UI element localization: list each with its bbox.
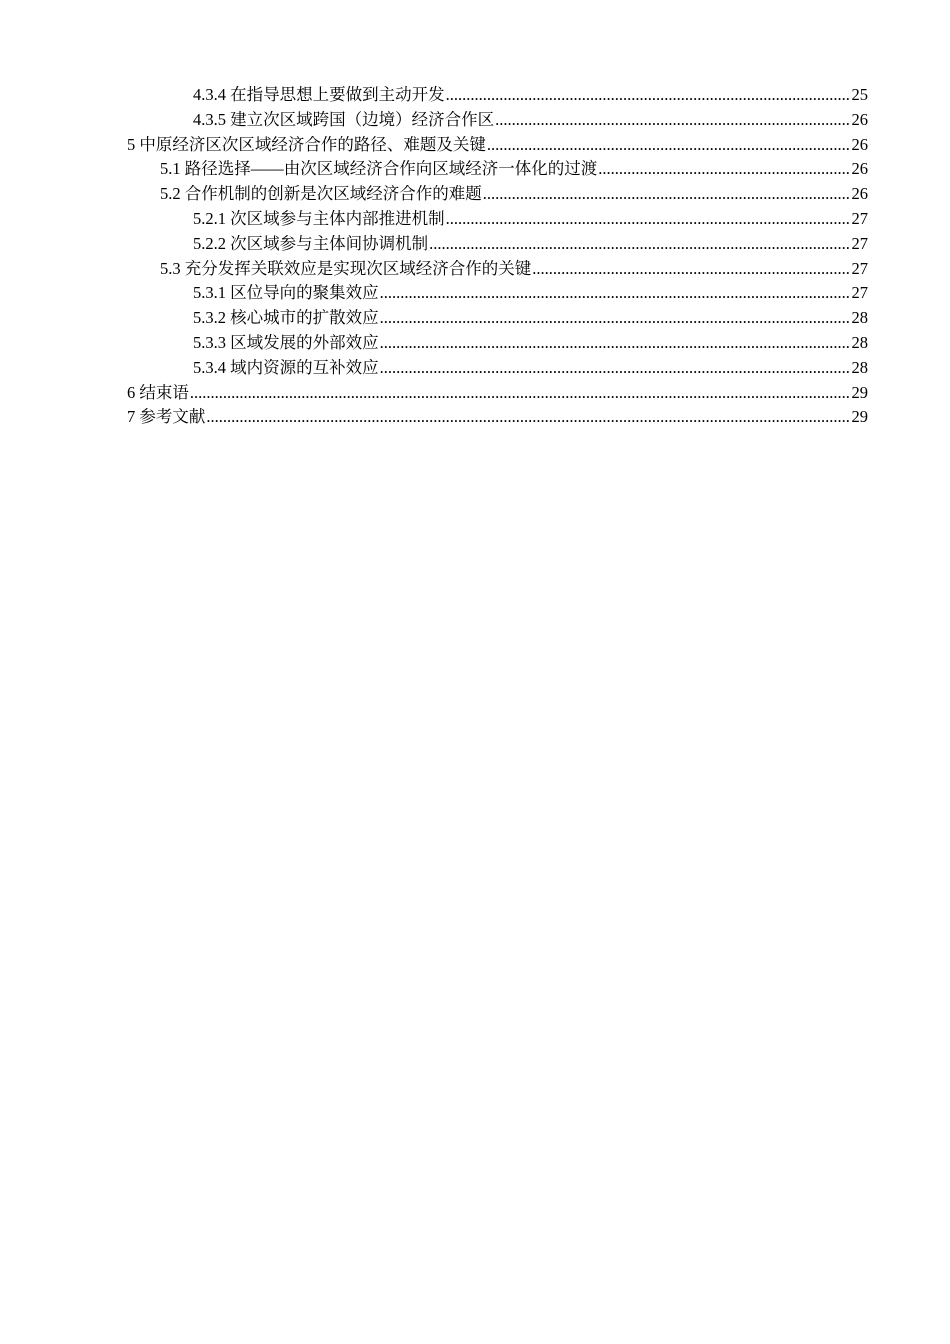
toc-entry-page: 27 [851,258,868,278]
toc-leader-dots [190,381,851,406]
toc-entry[interactable] [0,306,950,331]
toc-leader-dots [446,83,851,108]
toc-leader-dots [206,405,850,430]
toc-entry[interactable] [0,331,950,356]
toc-entry[interactable] [0,207,950,232]
toc-leader-dots [380,331,851,356]
toc-leader-dots [487,133,851,158]
toc-entry[interactable] [0,108,950,133]
toc-entry-page: 28 [851,332,868,352]
toc-entry-page: 26 [851,184,868,204]
toc-entry-page: 27 [851,283,868,303]
toc-entry-page: 26 [851,159,868,179]
toc-leader-dots [483,182,851,207]
toc-entry-title: 7 参考文献 [127,407,206,427]
toc-entry-title: 6 结束语 [127,382,189,402]
toc-entry[interactable] [0,133,950,158]
toc-entry-page: 25 [851,85,868,104]
toc-entry[interactable] [0,356,950,381]
toc-entry[interactable] [0,232,950,257]
toc-entry-page: 27 [851,233,868,253]
toc-entry-page: 28 [851,308,868,328]
table-of-contents [0,83,950,430]
toc-entry-title: 5.2 合作机制的创新是次区域经济合作的难题 [160,184,482,204]
toc-entry[interactable] [0,157,950,182]
toc-entry-title: 5.3.2 核心城市的扩散效应 [193,308,379,328]
toc-entry[interactable] [0,281,950,306]
toc-entry-title: 5.3.1 区位导向的聚集效应 [193,283,379,303]
toc-leader-dots [380,356,851,381]
toc-entry-page: 29 [851,407,868,427]
toc-entry-title: 4.3.5 建立次区域跨国（边境）经济合作区 [193,109,495,129]
toc-leader-dots [532,257,850,282]
toc-entry-page: 26 [851,134,868,154]
toc-entry-title: 5.3.4 域内资源的互补效应 [193,357,379,377]
toc-entry-page: 26 [851,109,868,129]
toc-entry-title: 5.3 充分发挥关联效应是实现次区域经济合作的关键 [160,258,532,278]
toc-entry[interactable] [0,83,950,108]
toc-leader-dots [380,306,851,331]
toc-leader-dots [446,207,851,232]
toc-entry[interactable] [0,381,950,406]
toc-entry-title: 5.2.1 次区域参与主体内部推进机制 [193,208,445,228]
toc-leader-dots [380,281,851,306]
toc-entry[interactable] [0,257,950,282]
toc-leader-dots [495,108,850,133]
toc-entry[interactable] [0,405,950,430]
toc-entry[interactable] [0,182,950,207]
toc-entry-title: 5.2.2 次区域参与主体间协调机制 [193,233,429,253]
toc-entry-page: 28 [851,357,868,377]
toc-leader-dots [598,157,850,182]
toc-entry-title: 5 中原经济区次区域经济合作的路径、难题及关键 [127,134,486,154]
toc-entry-title: 5.1 路径选择——由次区域经济合作向区域经济一体化的过渡 [160,159,598,179]
toc-entry-page: 27 [851,208,868,228]
toc-entry-title: 5.3.3 区域发展的外部效应 [193,332,379,352]
toc-leader-dots [429,232,850,257]
toc-entry-title: 4.3.4 在指导思想上要做到主动开发 [193,85,445,104]
toc-entry-page: 29 [851,382,868,402]
